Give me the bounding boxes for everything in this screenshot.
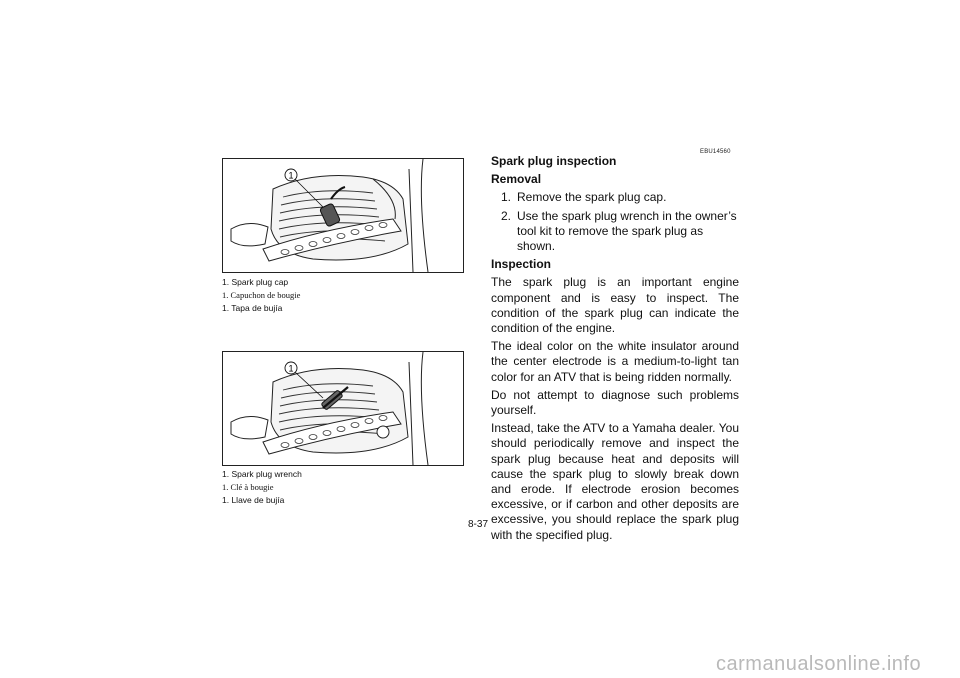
spark-plug-wrench-illustration xyxy=(222,351,464,466)
figure-callout-1: 1 xyxy=(288,170,294,181)
paragraph: The spark plug is an important engine component and is easy to inspect. The condition of the spark plug can indicate the condition of the engine. xyxy=(491,275,739,336)
list-item xyxy=(491,190,739,205)
step-text: Remove the spark plug cap. xyxy=(517,190,667,205)
step-number: 1. xyxy=(501,190,512,205)
figure-2-captions xyxy=(222,468,467,507)
figure-1-captions xyxy=(222,276,467,315)
watermark: carmanualsonline.info xyxy=(716,653,922,675)
figure-callout-1: 1 xyxy=(288,363,294,374)
caption-english: 1. Spark plug wrench xyxy=(222,469,302,479)
step-number: 2. xyxy=(501,208,512,223)
caption-spanish: 1. Tapa de bujía xyxy=(222,303,283,313)
removal-heading: Removal xyxy=(491,172,542,187)
section-title: Spark plug inspection xyxy=(491,154,617,168)
caption-english: 1. Spark plug cap xyxy=(222,277,289,287)
spark-plug-cap-illustration xyxy=(222,158,464,273)
section-code: EBU14560 xyxy=(700,149,731,155)
list-item xyxy=(491,209,739,255)
caption-french: 1. Clé à bougie xyxy=(222,482,274,492)
paragraph: Instead, take the ATV to a Yamaha dealer. You should periodically remove and inspect the spark plug because heat and deposits will cause the spark plug to slowly break down and erode. If electrode erosion becomes excessive, or if carbon and other deposits are excessive, you should replace the spark plug with the specified plug. xyxy=(491,421,739,542)
caption-french: 1. Capuchon de bougie xyxy=(222,290,301,300)
page-number: 8-37 xyxy=(468,519,489,530)
paragraph: The ideal color on the white insulator around the center electrode is a medium-to-light tan color for an ATV that is being ridden normally. xyxy=(491,339,739,384)
spark-plug-section xyxy=(491,154,739,546)
step-text: Use the spark plug wrench in the owner’s tool kit to remove the spark plug as shown. xyxy=(517,208,737,254)
removal-steps xyxy=(491,190,739,254)
inspection-heading: Inspection xyxy=(491,257,552,272)
paragraph: Do not attempt to diagnose such problems yourself. xyxy=(491,387,739,418)
caption-spanish: 1. Llave de bujía xyxy=(222,495,285,505)
